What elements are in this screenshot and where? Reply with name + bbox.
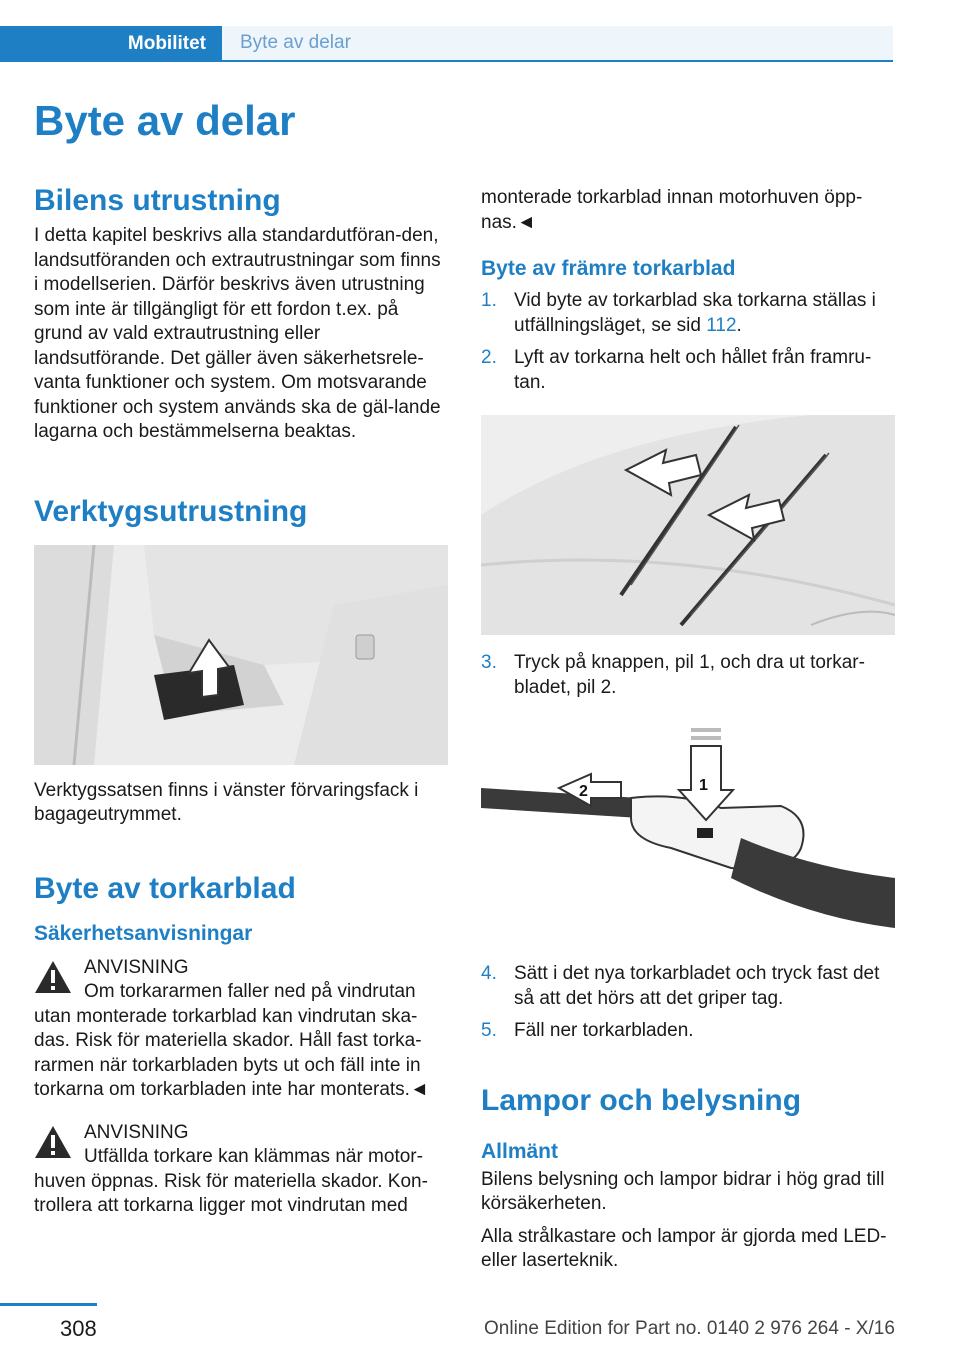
heading-front-wiper: Byte av främre torkarblad (481, 257, 736, 280)
paragraph-lamps-2: Alla strålkastare och lampor är gjorda med LED- eller laserteknik. (481, 1225, 887, 1271)
right-column (481, 186, 895, 1274)
figure-label-1: 1 (699, 777, 708, 794)
warning-2-title: ANVISNING (84, 1121, 189, 1143)
step-text: Vid byte av torkarblad ska torkarna ställas i utfällningsläget, se sid (514, 290, 876, 336)
step-text: Sätt i det nya torkarbladet och tryck fast det så att det hörs att det griper tag. (514, 963, 880, 1009)
step-text-end: . (736, 314, 742, 336)
page-link[interactable]: 112 (706, 314, 737, 336)
step-number: 4. (481, 963, 497, 984)
step-text: Lyft av torkarna helt och hållet från framru-tan. (514, 347, 872, 393)
warning-1 (34, 956, 448, 981)
paragraph-tools: Verktygssatsen finns i vänster förvaringsfack i bagageutrymmet. (34, 779, 419, 825)
warning-icon (34, 960, 72, 994)
left-column (34, 96, 448, 1219)
heading-equipment: Bilens utrustning (34, 184, 281, 217)
page-title: Byte av delar (34, 97, 296, 144)
step-number: 1. (481, 290, 497, 311)
heading-safety: Säkerhetsanvisningar (34, 921, 253, 945)
windshield-wipers-image (481, 415, 895, 635)
steps-list-a (481, 289, 895, 395)
warning-icon (34, 1125, 72, 1159)
paragraph-continued: monterade torkarblad innan motorhuven öpp-nas.◄ (481, 187, 863, 233)
figure-label-2: 2 (579, 783, 588, 800)
warning-2-text: Utfällda torkare kan klämmas när motor-huven öppnas. Risk för materiella skador. Kon-trollera att torkarna ligger mot vindrutan med (34, 1146, 428, 1216)
heading-lamps: Lampor och belysning (481, 1083, 802, 1117)
step-text: Fäll ner torkarbladen. (514, 1020, 694, 1041)
heading-wipers: Byte av torkarblad (34, 871, 296, 905)
steps-list-b (481, 651, 895, 700)
step-number: 5. (481, 1020, 497, 1041)
paragraph-equipment: I detta kapitel beskrivs alla standardutföran-den, landsutföranden och extrautrustningar som finns i modellserien. Därför beskrivs även utrustning som inte är tillgängligt för ett fordon t.ex. på grund av vald extrautrustning eller landsutförande. Det gäller även säkerhetsrele-vanta funktioner och system. Om motsvarande funktioner och system används ska de gäl-lande lagarna och bestämmelserna beaktas. (34, 225, 441, 442)
steps-list-c (481, 962, 895, 1044)
edition-text: Online Edition for Part no. 0140 2 976 264 - X/16 (484, 1318, 895, 1339)
step-item (481, 962, 895, 1011)
step-text: Tryck på knappen, pil 1, och dra ut torkar-bladet, pil 2. (514, 652, 865, 698)
warning-1-text: Om torkararmen faller ned på vindrutan utan monterade torkarblad kan vindrutan ska-das. Risk för materiella skador. Håll fast torka-rarmen när torkarbladen byts ut och fäll inte in torkarna om torkarbladen inte har monterats.◄ (34, 981, 429, 1100)
header-rule (0, 60, 893, 62)
toolkit-image (34, 545, 448, 765)
step-number: 2. (481, 347, 497, 368)
step-item (481, 346, 895, 395)
section-tab[interactable]: Mobilitet (0, 26, 222, 62)
page-number: 308 (60, 1316, 97, 1341)
heading-general: Allmänt (481, 1139, 559, 1163)
step-item (481, 289, 895, 338)
header-bar (0, 26, 893, 62)
subsection-tab[interactable]: Byte av delar (222, 26, 893, 60)
step-item (481, 651, 895, 700)
step-number: 3. (481, 652, 497, 673)
wiper-blade-image (481, 728, 895, 948)
heading-tools: Verktygsutrustning (34, 494, 308, 528)
footer-rule (0, 1303, 97, 1306)
step-item (481, 1019, 895, 1044)
warning-1-title: ANVISNING (84, 956, 189, 978)
warning-2 (34, 1121, 448, 1146)
paragraph-lamps-1: Bilens belysning och lampor bidrar i hög grad till körsäkerheten. (481, 1168, 885, 1214)
